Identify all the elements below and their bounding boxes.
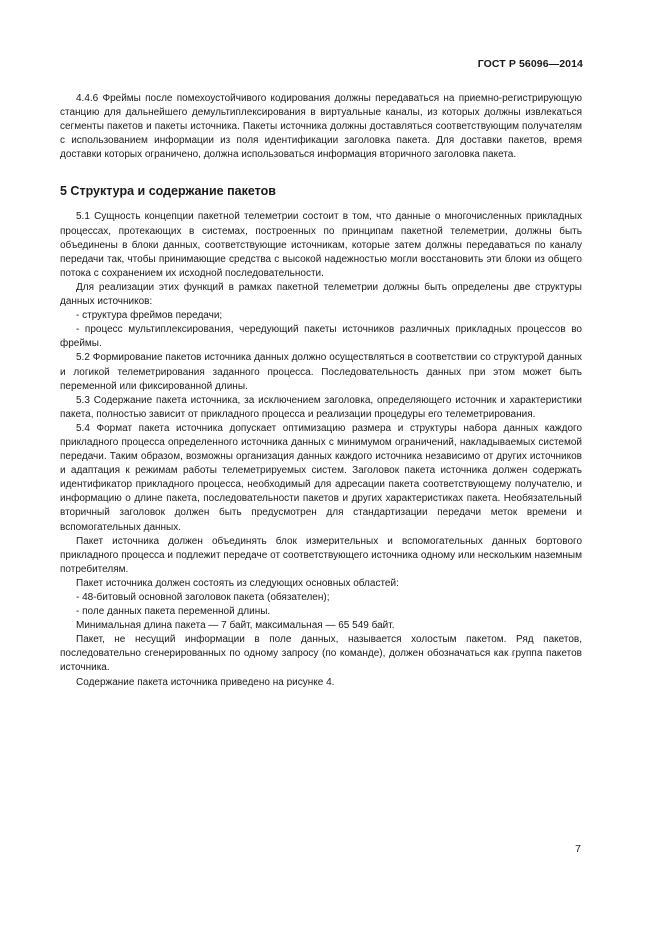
paragraph-5-1: 5.1 Сущность концепции пакетной телеметрии состоит в том, что данные о многочисленных прикладных процессах, протекающих в системах, построенных по принципам пакетной телеметрии, должны быть объединены в блоки данных, соответствующие источникам, которые затем должны передаваться по каналу передачи так, чтобы принимающие средства с высокой надежностью могли восстановить эти блоки из общего потока с сохранением их исходной последовательности.	[60, 211, 582, 279]
list-item: - 48-битовый основной заголовок пакета (обязателен);	[76, 592, 330, 603]
paragraph: Минимальная длина пакета — 7 байт, максимальная — 65 549 байт.	[76, 620, 395, 632]
paragraph: Пакет источника должен объединять блок измерительных и вспомогательных данных бортового прикладного процесса и подлежит передаче от соответствующего источника одному или нескольким наземным потребителям.	[60, 535, 582, 575]
paragraph: Пакет источника должен состоять из следующих основных областей:	[76, 577, 399, 589]
paragraph-5-2: 5.2 Формирование пакетов источника данных должно осуществляться в соответствии со структурой данных и логикой телеметрирования заданного процесса. Последовательность данных при этом может быть переменной или фиксированной длины.	[60, 352, 582, 392]
paragraph: Для реализации этих функций в рамках пакетной телеметрии должны быть определены две структуры данных источников:	[60, 281, 582, 308]
paragraph-4-4-6: 4.4.6 Фреймы после помехоустойчивого кодирования должны передаваться на приемно-регистрирующую станцию для дальнейшего демультиплексирования в виртуальные каналы, из которых должны извлекаться сегменты пакетов и пакеты источника. Пакеты источника должны доставляться соответствующим получателям с использованием информации из поля идентификации заголовка пакета. Для доставки пакетов, время доставки которых ограничено, должна использоваться информация вторичного заголовка пакета.	[60, 93, 582, 161]
paragraph-5-4: 5.4 Формат пакета источника допускает оптимизацию размера и структуры набора данных каждого прикладного процесса определенного источника данных с минимумом ограничений, накладываемых системой передачи. Таким образом, возможны организация данных каждого источника независимо от других источников и адаптация к режимам работы телеметрируемых систем. Заголовок пакета источника должен содержать идентификатор прикладного процесса, необходимый для адресации пакета соответствующему получателю, и информацию о длине пакета, последовательности пакетов и других характеристиках пакета. Необязательный вторичный заголовок должен быть предусмотрен для стандартизации передачи меток времени и вспомогательных данных.	[60, 422, 582, 533]
paragraph-5-3: 5.3 Содержание пакета источника, за исключением заголовка, определяющего источник и характеристики пакета, полностью зависит от прикладного процесса и реализации процедуры его телеметрирования.	[60, 394, 582, 420]
list-item: - процесс мультиплексирования, чередующий пакеты источников различных прикладных процессов во фреймы.	[60, 324, 582, 350]
list-item: - поле данных пакета переменной длины.	[76, 606, 271, 618]
list-item: - структура фреймов передачи;	[76, 310, 223, 322]
document-number: ГОСТ Р 56096—2014	[477, 58, 583, 70]
section-heading: 5 Структура и содержание пакетов	[60, 184, 276, 199]
page-number: 7	[575, 843, 581, 855]
paragraph: Содержание пакета источника приведено на рисунке 4.	[76, 676, 335, 688]
paragraph: Пакет, не несущий информации в поле данных, называется холостым пакетом. Ряд пакетов, последовательно сгенерированных по одному запросу (по команде), должен обозначаться как группа пакетов источника.	[60, 634, 582, 674]
page-body	[60, 92, 582, 690]
